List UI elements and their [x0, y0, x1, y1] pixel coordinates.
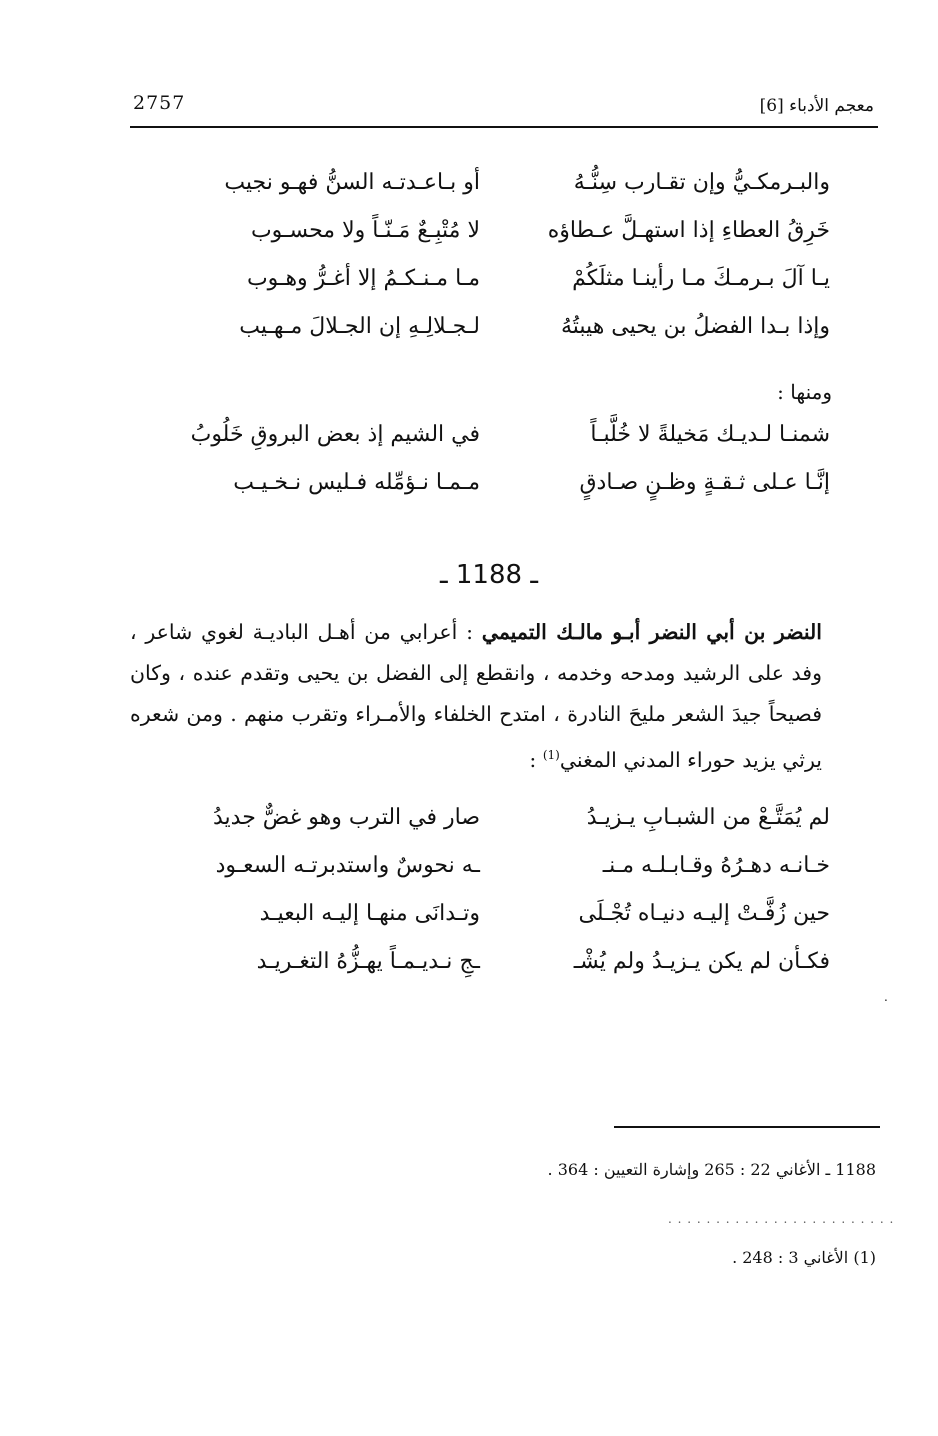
footnote-source: 1188 ـ الأغاني 22 : 265 وإشارة التعيين : 364 . [547, 1160, 876, 1179]
entry-name: النضر بن أبي النضر أبـو مالـك التميمي [481, 620, 822, 644]
verse-first-hemistich: والبـرمكـيُّ وإن تقـارب سِنُّـهُ [573, 170, 830, 195]
biography-text-end: : [529, 747, 543, 772]
footnote-rule [614, 1126, 880, 1128]
verse-second-hemistich: في الشيم إذ بعض البروقِ خَلُوبُ [190, 422, 480, 447]
verse-first-hemistich: فكـأن لم يكن يـزيـدُ ولم يُشْـ [573, 949, 830, 974]
verse-first-hemistich: شمنـا لـديـك مَخيلةً لا خُلَّبـاً [590, 422, 830, 447]
page-number: 2757 [133, 92, 186, 114]
verse-first-hemistich: إنَّـا عـلى ثـقـةٍ وظـنٍ صـادقٍ [579, 470, 830, 495]
running-header: معجم الأدباء [6] [759, 96, 874, 116]
verse-row [130, 901, 830, 949]
verse-first-hemistich: خـانـه دهـرُهُ وقـابـلـه مـنـ [602, 853, 830, 878]
verse-row [130, 314, 830, 362]
footnote-reference[interactable]: (1) [542, 748, 560, 762]
verse-first-hemistich: حين زُفَّـتْ إليـه دنيـاه تُجْـلَى [578, 901, 830, 926]
verse-row [130, 266, 830, 314]
verse-second-hemistich: ـجِ نـديـمـاً يهـزُّهُ التغـريـد [256, 949, 480, 974]
stray-mark: . [884, 990, 888, 1004]
poem-block [130, 170, 830, 362]
verse-second-hemistich: صار في الترب وهو غضٌّ جديدُ [213, 805, 480, 830]
verse-second-hemistich: أو بـاعـدتـه السنُّ فهـو نجيب [224, 170, 480, 195]
verse-row [130, 949, 830, 997]
verse-second-hemistich: وتـدانَى منهـا إليـه البعيـد [259, 901, 480, 926]
section-label: ومنها : [777, 380, 832, 404]
biography-text: : أعرابي من أهـل الباديـة لغوي شاعر ، وفد على الرشيد ومدحه وخدمه ، وانقطع إلى الفضل بن يحيى وتقدم عنده ، وكان فصيحاً جيدَ الشعر مليحَ النادرة ، امتدح الخلفاء والأمـراء وتقرب منهم . ومن شعره يرثي يزيد حوراء المدني المغني [130, 620, 822, 772]
verse-second-hemistich: لـجـلالِـهِ إن الجـلالَ مـهـيب [239, 314, 480, 339]
verse-first-hemistich: خَرِقُ العطاءِ إذا استهـلَّ عـطاؤه [547, 218, 830, 243]
verse-row [130, 470, 830, 518]
footnote-dots: . . . . . . . . . . . . . . . . . . . . . . . . [668, 1212, 895, 1226]
verse-second-hemistich: لا مُتْبِـعٌ مَـنّـاً ولا محسـوب [250, 218, 480, 243]
verse-row [130, 805, 830, 853]
verse-first-hemistich: يـا آلَ بـرمـكَ مـا رأينـا مثلَكُمْ [572, 266, 830, 291]
poem-block [130, 422, 830, 518]
verse-second-hemistich: مـمـا نـؤمِّله فـليس نـخـيـب [233, 470, 480, 495]
biography-paragraph [130, 612, 822, 781]
poem-block [130, 805, 830, 997]
entry-number: ـ 1188 ـ [440, 560, 538, 590]
verse-row [130, 422, 830, 470]
verse-second-hemistich: ـه نحوسٌ واستدبرتـه السعـود [215, 853, 480, 878]
verse-row [130, 218, 830, 266]
verse-second-hemistich: مـا مـنـكـمُ إلا أغـرُّ وهـوب [246, 266, 480, 291]
verse-first-hemistich: وإذا بـدا الفضلُ بن يحيى هيبتُهُ [560, 314, 830, 339]
header-rule [130, 126, 878, 128]
verse-first-hemistich: لم يُمَتَّـعْ من الشبـابِ يـزيـدُ [586, 805, 830, 830]
verse-row [130, 170, 830, 218]
verse-row [130, 853, 830, 901]
footnote-1: (1) الأغاني 3 : 248 . [732, 1248, 876, 1267]
